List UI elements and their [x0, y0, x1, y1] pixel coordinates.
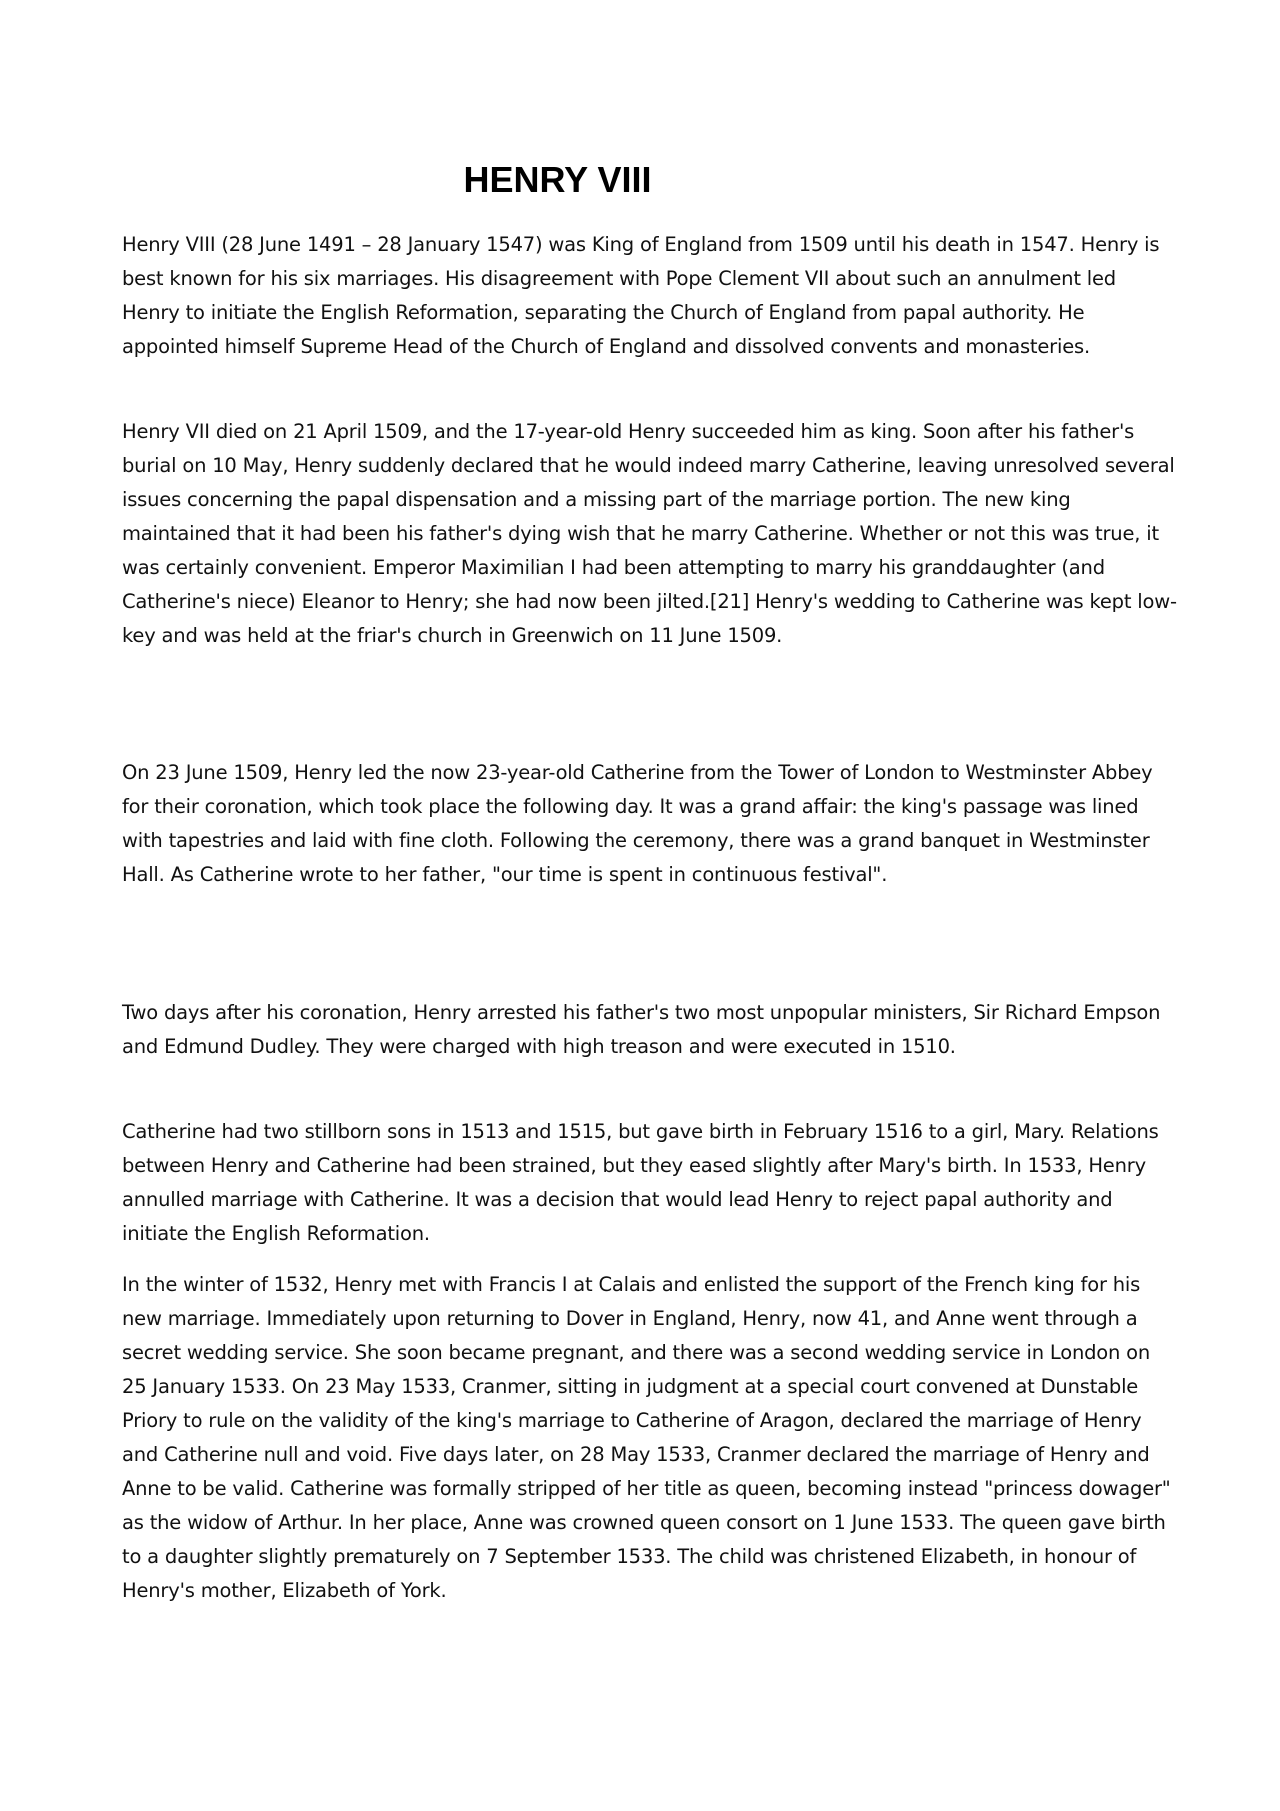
paragraph-catherine: Catherine had two stillborn sons in 1513 and 1515, but gave birth in February 1516 to a girl, Mary. Relations between Henry and Catherine had been strained, but they eased slightly after Mary's birth. In 1533, Henry annulled marriage with Catherine. It was a decision that would lead Henry to reject papal authority and initiate the English Reformation. [122, 1120, 1159, 1245]
paragraph-anne: In the winter of 1532, Henry met with Francis I at Calais and enlisted the support of the French king for his new marriage. Immediately upon returning to Dover in England, Henry, now 41, and Anne went through a secret wedding service. She soon became pregnant, and there was a second wedding service in London on 25 January 1533. On 23 May 1533, Cranmer, sitting in judgment at a special court convened at Dunstable Priory to rule on the validity of the king's marriage to Catherine of Aragon, declared the marriage of Henry and Catherine null and void. Five days later, on 28 May 1533, Cranmer declared the marriage of Henry and Anne to be valid. Catherine was formally stripped of her title as queen, becoming instead "princess dowager" as the widow of Arthur. In her place, Anne was crowned queen consort on 1 June 1533. The queen gave birth to a daughter slightly prematurely on 7 September 1533. The child was christened Elizabeth, in honour of Henry's mother, Elizabeth of York. [122, 1273, 1171, 1602]
paragraph-accession: Henry VII died on 21 April 1509, and the 17-year-old Henry succeeded him as king. Soon after his father's burial on 10 May, Henry suddenly declared that he would indeed marry Catherine, leaving unresolved several issues concerning the papal dispensation and a missing part of the marriage portion. The new king maintained that it had been his father's dying wish that he marry Catherine. Whether or not this was true, it was certainly convenient. Emperor Maximilian I had been attempting to marry his granddaughter (and Catherine's niece) Eleanor to Henry; she had now been jilted.[21] Henry's wedding to Catherine was kept low-key and was held at the friar's church in Greenwich on 11 June 1509. [122, 420, 1177, 647]
paragraph-intro: Henry VIII (28 June 1491 – 28 January 1547) was King of England from 1509 until his death in 1547. Henry is best known for his six marriages. His disagreement with Pope Clement VII about such an annulment led Henry to initiate the English Reformation, separating the Church of England from papal authority. He appointed himself Supreme Head of the Church of England and dissolved convents and monasteries. [122, 233, 1160, 358]
paragraph-arrests: Two days after his coronation, Henry arrested his father's two most unpopular ministers, Sir Richard Empson and Edmund Dudley. They were charged with high treason and were executed in 1510. [122, 1001, 1161, 1058]
document-title: HENRY VIII [463, 159, 652, 200]
paragraph-coronation: On 23 June 1509, Henry led the now 23-year-old Catherine from the Tower of London to Westminster Abbey for their coronation, which took place the following day. It was a grand affair: the king's passage was lined with tapestries and laid with fine cloth. Following the ceremony, there was a grand banquet in Westminster Hall. As Catherine wrote to her father, "our time is spent in continuous festival". [122, 761, 1153, 886]
